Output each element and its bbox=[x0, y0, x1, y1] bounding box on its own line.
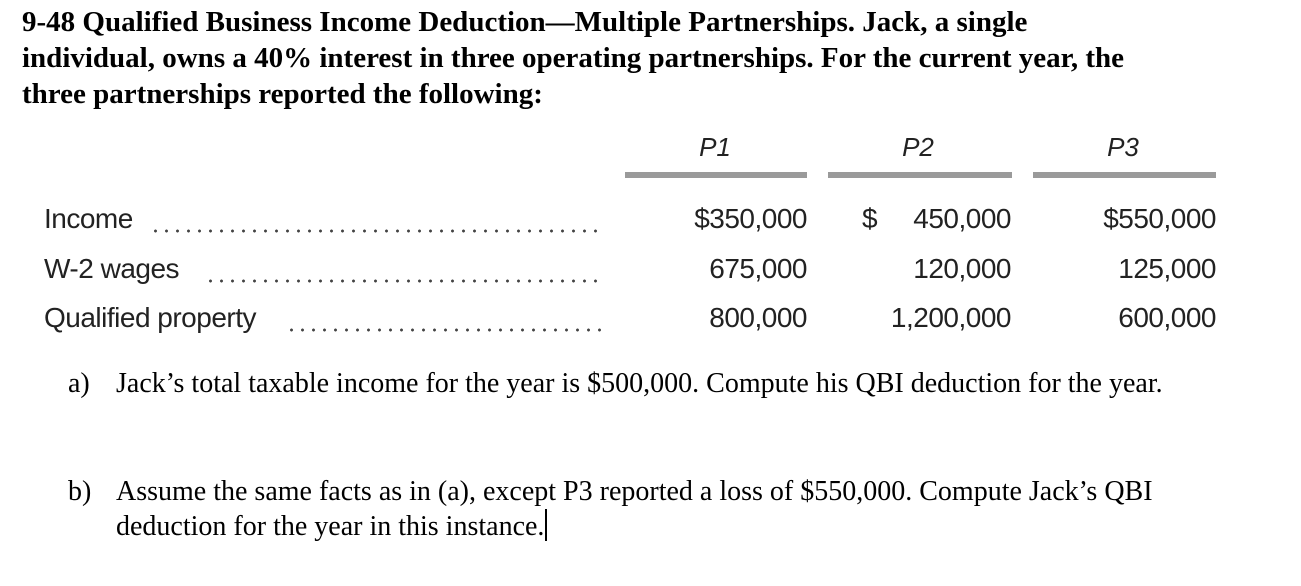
question-marker: a) bbox=[68, 368, 90, 399]
heading-line-3: three partnerships reported the following: bbox=[22, 78, 543, 110]
dot-leader bbox=[150, 229, 602, 233]
column-rule-p1 bbox=[625, 172, 807, 178]
row-label-w2-wages: W-2 wages bbox=[44, 253, 180, 284]
cell-property-p1: 800,000 bbox=[709, 302, 807, 333]
cell-income-p2: 450,000 bbox=[913, 203, 1011, 234]
question-b[interactable] bbox=[68, 475, 1248, 547]
question-text-with-caret[interactable] bbox=[116, 475, 1226, 544]
dot-leader bbox=[286, 328, 602, 332]
column-rule-p3 bbox=[1033, 172, 1216, 178]
column-header-p2: P2 bbox=[902, 132, 934, 162]
row-label-income: Income bbox=[44, 203, 133, 234]
text-cursor bbox=[545, 509, 547, 541]
question-text: Assume the same facts as in (a), except P3 reported a loss of $550,000. Compute Jack’s QBI deduction for the year in this instance. bbox=[116, 476, 1153, 542]
question-text: Jack’s total taxable income for the year is $500,000. Compute his QBI deduction for the year. bbox=[116, 368, 1163, 399]
heading-line-2: individual, owns a 40% interest in three operating partnerships. For the current year, the bbox=[22, 42, 1124, 74]
heading-line-1: 9-48 Qualified Business Income Deduction—Multiple Partnerships. Jack, a single bbox=[22, 6, 1028, 38]
question-a bbox=[68, 367, 1248, 437]
cell-income-p1: $350,000 bbox=[694, 203, 807, 234]
column-rule-p2 bbox=[828, 172, 1012, 178]
cell-w2-p3: 125,000 bbox=[1118, 253, 1216, 284]
cell-w2-p2: 120,000 bbox=[913, 253, 1011, 284]
question-marker: b) bbox=[68, 476, 92, 507]
cell-income-p3: $550,000 bbox=[1103, 203, 1216, 234]
column-header-p3: P3 bbox=[1107, 132, 1139, 162]
row-label-qualified-property: Qualified property bbox=[44, 302, 257, 333]
dot-leader bbox=[205, 279, 602, 283]
cell-w2-p1: 675,000 bbox=[709, 253, 807, 284]
cell-property-p3: 600,000 bbox=[1118, 302, 1216, 333]
column-header-p1: P1 bbox=[699, 132, 731, 162]
cell-income-p2-dollar: $ bbox=[862, 203, 878, 234]
cell-property-p2: 1,200,000 bbox=[890, 302, 1011, 333]
